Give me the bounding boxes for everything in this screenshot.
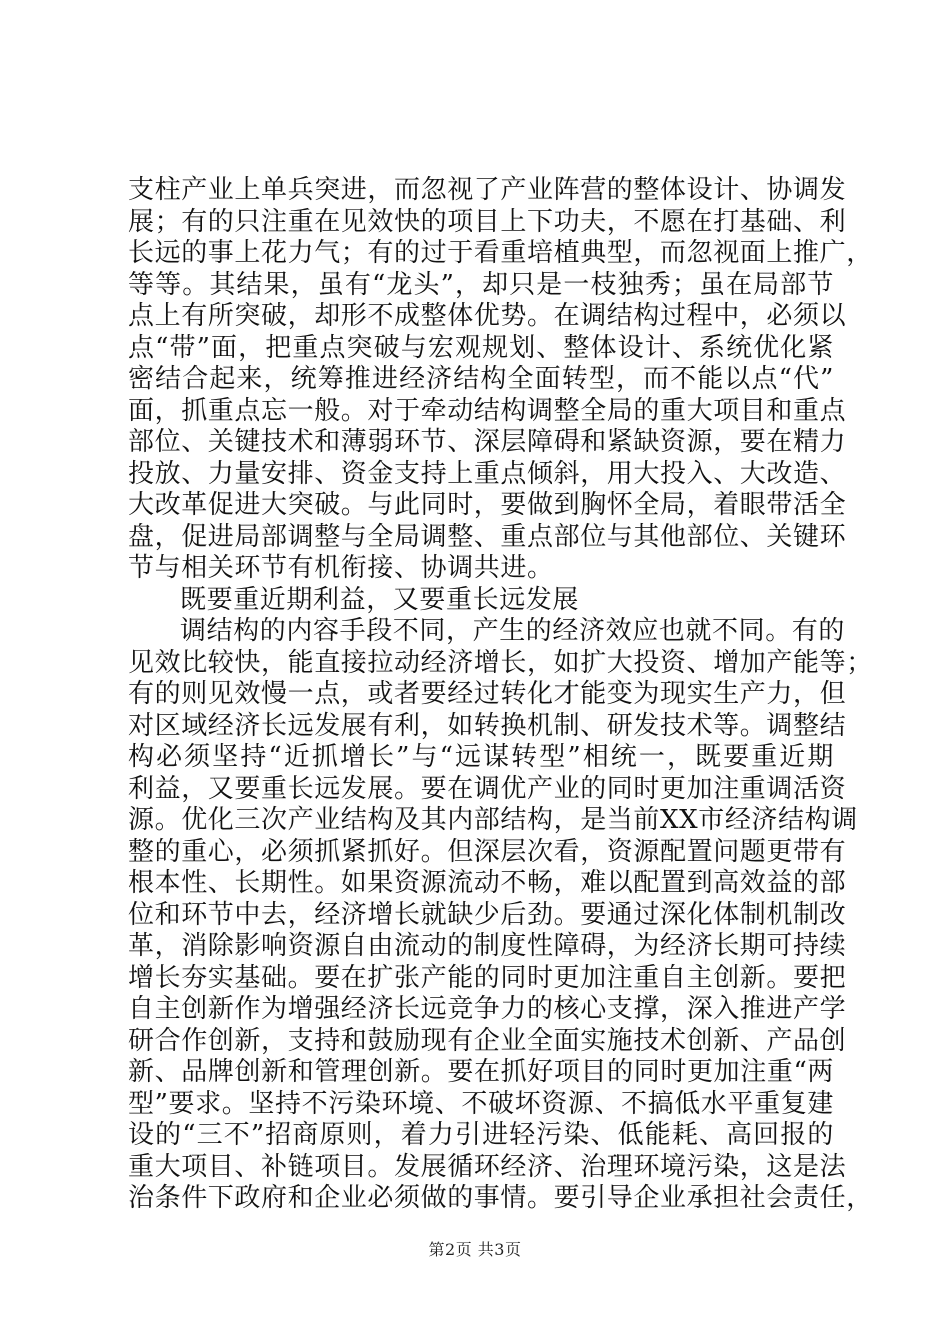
text-line: 利益，又要重长远发展。要在调优产业的同时更加注重调活资 (128, 773, 847, 804)
text-line: 自主创新作为增强经济长远竞争力的核心支撑，深入推进产学 (128, 994, 847, 1024)
text-line: 革，消除影响资源自由流动的制度性障碍，为经济长期可持续 (128, 931, 847, 961)
text-line: 有的则见效慢一点，或者要经过转化才能变为现实生产力，但 (128, 679, 847, 709)
text-line: 源。优化三次产业结构及其内部结构，是当前XX市经济结构调 (128, 805, 858, 835)
text-line: 面，抓重点忘一般。对于牵动结构调整全局的重大项目和重点 (128, 395, 847, 426)
text-line: 等等。其结果，虽有“龙头”，却只是一枝独秀；虽在局部节 (128, 269, 834, 300)
text-line: 设的“三不”招商原则，着力引进轻污染、低能耗、高回报的 (128, 1120, 834, 1150)
text-line: 点上有所突破，却形不成整体优势。在调结构过程中，必须以 (128, 301, 847, 331)
text-line: 盘，促进局部调整与全局调整、重点部位与其他部位、关键环 (128, 521, 847, 552)
text-line: 节与相关环节有机衔接、协调共进。 (128, 553, 554, 583)
text-line: 长远的事上花力气；有的过于看重培植典型，而忽视面上推广， (128, 238, 873, 268)
text-line: 构必须坚持“近抓增长”与“远谋转型”相统一，既要重近期 (128, 742, 834, 772)
body-text (128, 175, 873, 1215)
text-line: 型”要求。坚持不污染环境、不破坏资源、不搞低水平重复建 (128, 1088, 834, 1119)
text-line: 对区域经济长远发展有利，如转换机制、研发技术等。调整结 (128, 710, 847, 741)
text-line: 密结合起来，统筹推进经济结构全面转型，而不能以点“代” (128, 364, 834, 394)
text-line: 治条件下政府和企业必须做的事情。要引导企业承担社会责任， (128, 1183, 873, 1213)
text-line: 位和环节中去，经济增长就缺少后劲。要通过深化体制机制改 (128, 899, 847, 930)
section-heading: 既要重近期利益，又要重长远发展 (180, 584, 580, 615)
text-line: 大改革促进大突破。与此同时，要做到胸怀全局，着眼带活全 (128, 490, 847, 520)
text-line: 重大项目、补链项目。发展循环经济、治理环境污染，这是法 (128, 1151, 847, 1182)
text-line: 投放、力量安排、资金支持上重点倾斜，用大投入、大改造、 (128, 458, 847, 489)
text-line: 整的重心，必须抓紧抓好。但深层次看，资源配置问题更带有 (128, 836, 847, 867)
text-line: 根本性、长期性。如果资源流动不畅，难以配置到高效益的部 (128, 868, 847, 898)
page-footer: 第2页 共3页 (428, 1240, 522, 1259)
text-line: 新、品牌创新和管理创新。要在抓好项目的同时更加注重“两 (128, 1057, 834, 1087)
text-line: 点“带”面，把重点突破与宏观规划、整体设计、系统优化紧 (128, 332, 834, 363)
text-line: 部位、关键技术和薄弱环节、深层障碍和紧缺资源，要在精力 (128, 427, 847, 457)
text-line: 增长夯实基础。要在扩张产能的同时更加注重自主创新。要把 (128, 962, 847, 993)
text-line: 支柱产业上单兵突进，而忽视了产业阵营的整体设计、协调发 (128, 175, 847, 205)
text-line: 调结构的内容手段不同，产生的经济效应也就不同。有的 (180, 616, 846, 646)
text-line: 研合作创新，支持和鼓励现有企业全面实施技术创新、产品创 (128, 1025, 847, 1056)
text-line: 见效比较快，能直接拉动经济增长，如扩大投资、增加产能等； (128, 647, 873, 678)
text-line: 展；有的只注重在见效快的项目上下功夫，不愿在打基础、利 (128, 206, 847, 237)
